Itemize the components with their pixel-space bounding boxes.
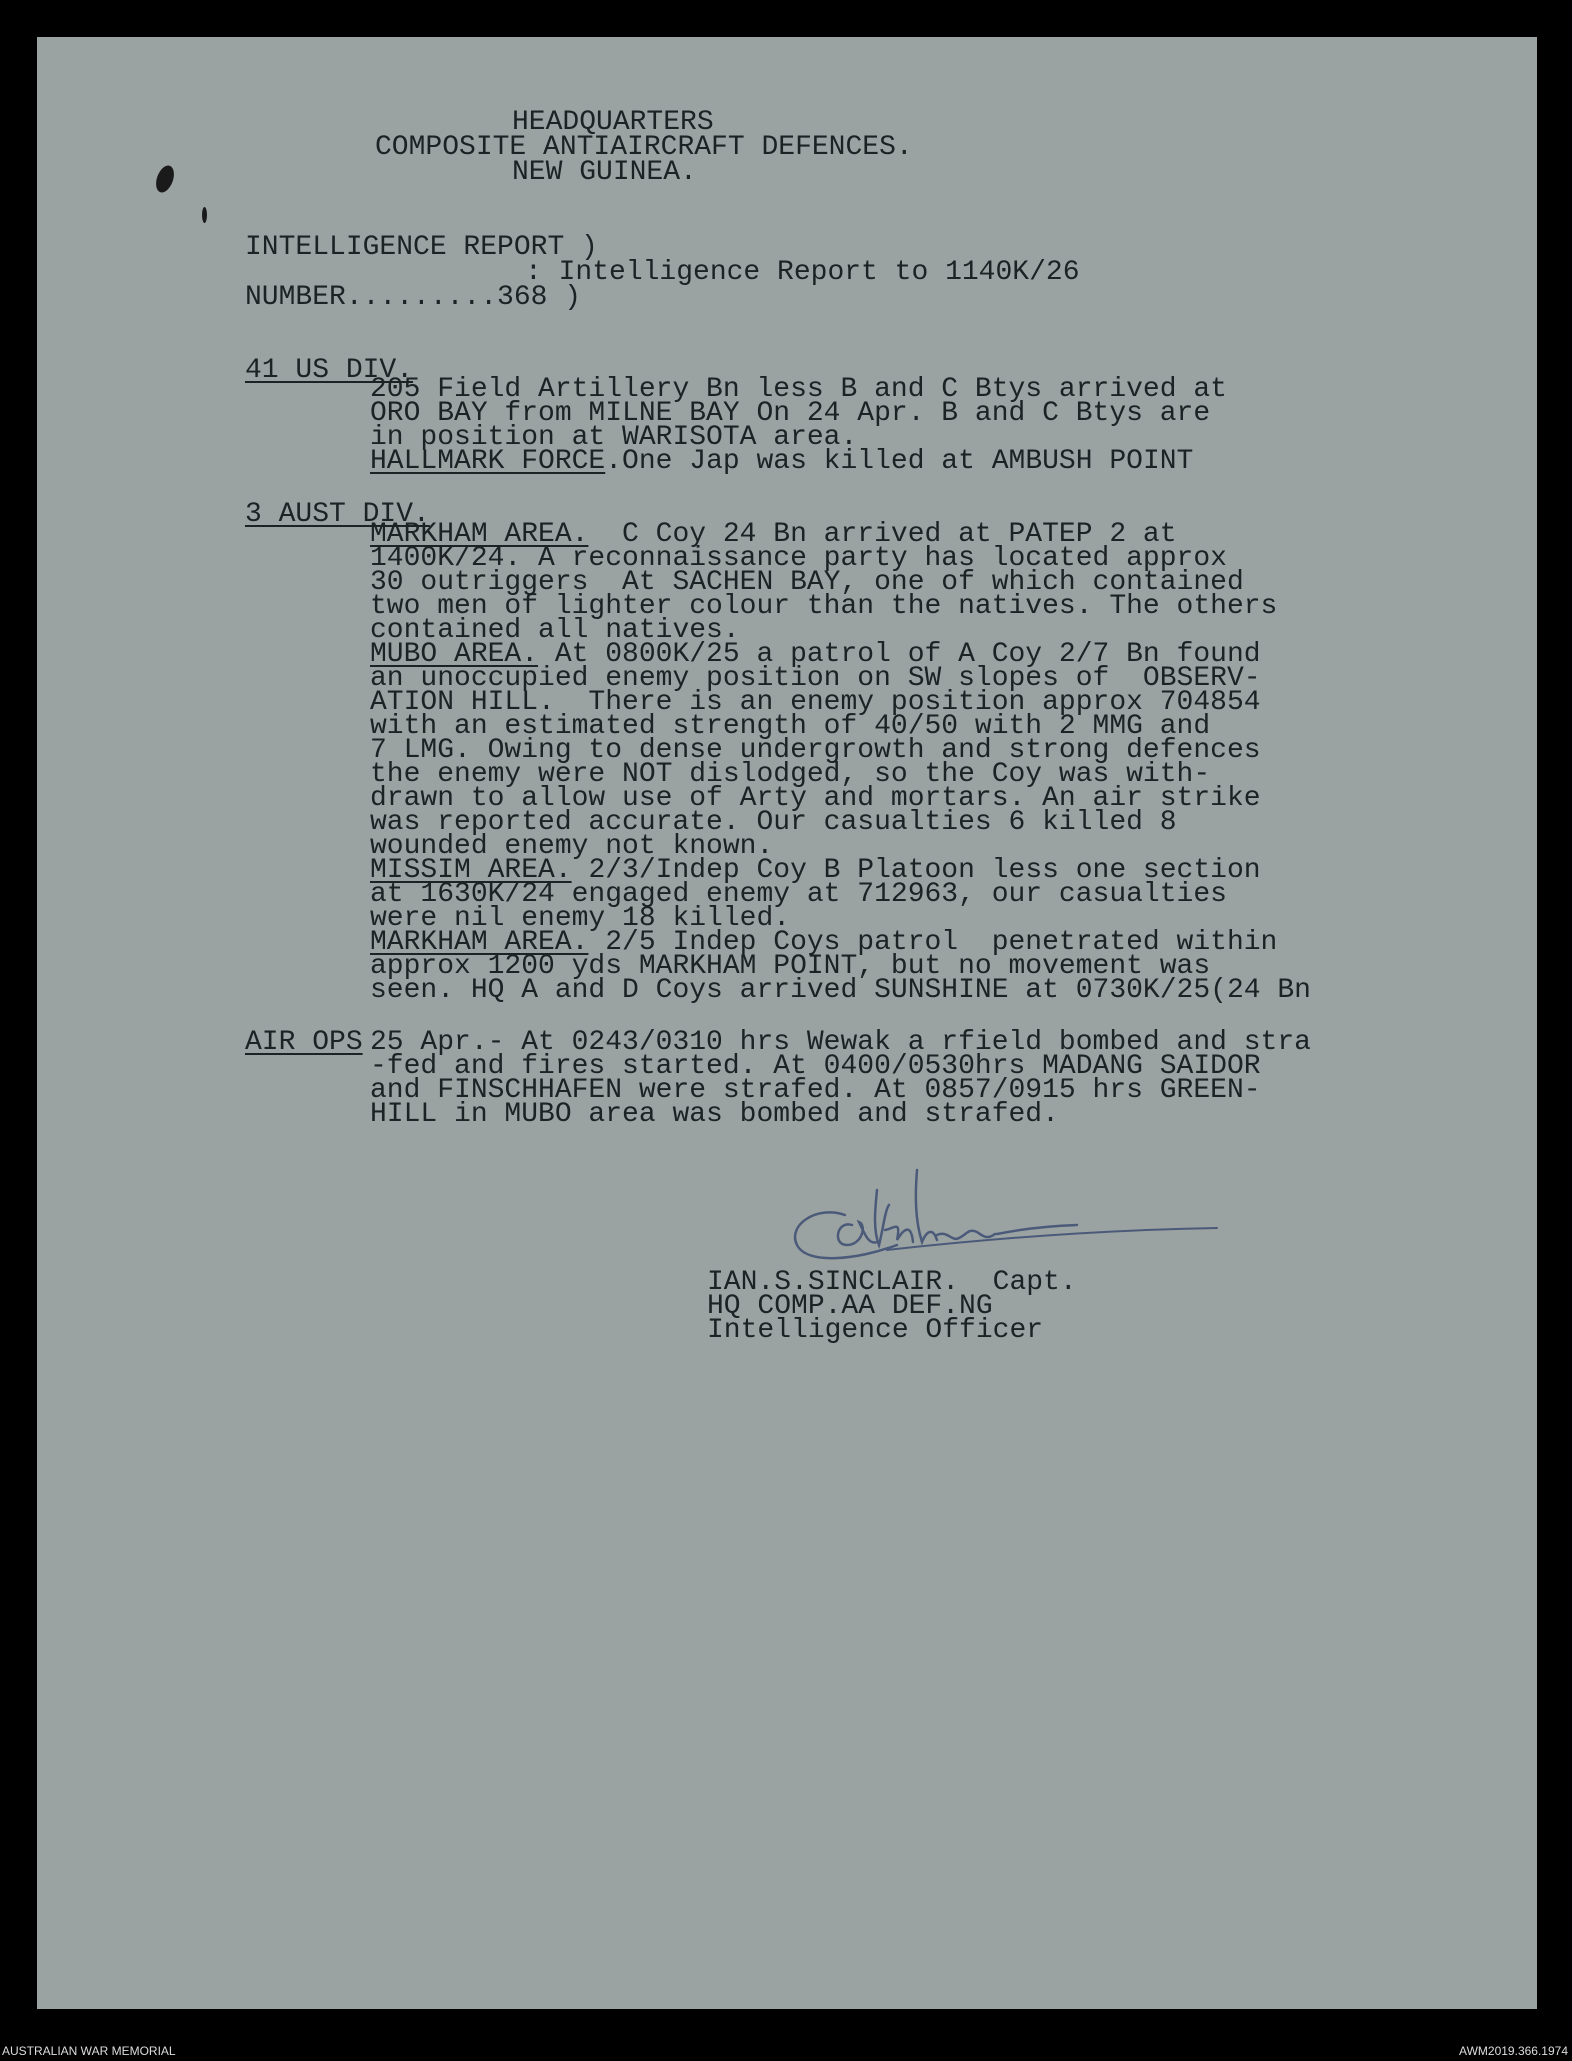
sub-heading: MISSIM AREA. (370, 855, 572, 886)
header-line-3: NEW GUINEA. (512, 157, 697, 188)
sub-heading: MARKHAM AREA. (370, 927, 589, 958)
signatory-unit: HQ COMP.AA DEF.NG (707, 1291, 993, 1322)
body-line: seen. HQ A and D Coys arrived SUNSHINE at 0730K/25(24 Bn (370, 975, 1311, 1006)
section-heading: 3 AUST DIV. (245, 499, 430, 530)
signatory-name: IAN.S.SINCLAIR. Capt. (707, 1267, 1077, 1298)
report-title: : Intelligence Report to 1140K/26 (525, 257, 1080, 288)
body-line: contained all natives. (370, 615, 740, 646)
footer-right: AWM2019.366.1974 (1459, 2044, 1568, 2058)
body-line: were nil enemy 18 killed. (370, 903, 791, 934)
sub-text: .One Jap was killed at AMBUSH POINT (605, 446, 1194, 477)
body-line: approx 1200 yds MARKHAM POINT, but no movement was (370, 951, 1211, 982)
footer-left: AUSTRALIAN WAR MEMORIAL (2, 2044, 176, 2058)
body-line: ORO BAY from MILNE BAY On 24 Apr. B and C Btys are (370, 398, 1211, 429)
body-text: C Coy 24 Bn arrived at PATEP 2 at (588, 519, 1177, 550)
body-line: and FINSCHHAFEN were strafed. At 0857/0915 hrs GREEN- (370, 1075, 1261, 1106)
body-line: drawn to allow use of Arty and mortars. An air strike (370, 783, 1261, 814)
body-line: -fed and fires started. At 0400/0530hrs MADANG SAIDOR (370, 1051, 1261, 1082)
sub-heading: MUBO AREA. (370, 639, 539, 670)
body-text: At 0800K/25 a patrol of A Coy 2/7 Bn found (538, 639, 1261, 670)
header-line-1: HEADQUARTERS (512, 107, 714, 138)
body-line: wounded enemy not known. (370, 831, 774, 862)
body-line: two men of lighter colour than the natives. The others (370, 591, 1278, 622)
body-line: the enemy were NOT dislodged, so the Coy was with- (370, 759, 1211, 790)
report-number: NUMBER.........368 ) (245, 282, 582, 313)
body-line: 7 LMG. Owing to dense undergrowth and strong defences (370, 735, 1261, 766)
section-heading: 41 US DIV. (245, 355, 414, 386)
body-line: 1400K/24. A reconnaissance party has located approx (370, 543, 1227, 574)
body-text: 2/3/Indep Coy B Platoon less one section (571, 855, 1261, 886)
ink-blot (153, 163, 178, 195)
document-sheet (37, 37, 1537, 2009)
body-line: with an estimated strength of 40/50 with 2 MMG and (370, 711, 1211, 742)
body-line (370, 446, 1193, 478)
report-label: INTELLIGENCE REPORT ) (245, 232, 598, 263)
body-line: at 1630K/24 engaged enemy at 712963, our casualties (370, 879, 1227, 910)
body-line: an unoccupied enemy position on SW slopes of OBSERV- (370, 663, 1261, 694)
body-line: HILL in MUBO area was bombed and strafed. (370, 1099, 1059, 1130)
body-line: in position at WARISOTA area. (370, 422, 858, 453)
body-line: 30 outriggers At SACHEN BAY, one of which contained (370, 567, 1244, 598)
body-line: 25 Apr.- At 0243/0310 hrs Wewak a rfield bombed and stra (370, 1027, 1311, 1058)
body-line: was reported accurate. Our casualties 6 killed 8 (370, 807, 1177, 838)
ink-blot (202, 207, 207, 223)
signatory-role: Intelligence Officer (707, 1315, 1044, 1346)
section-heading: AIR OPS (245, 1027, 363, 1058)
body-text: 2/5 Indep Coys patrol penetrated within (588, 927, 1278, 958)
sub-heading: MARKHAM AREA. (370, 519, 589, 550)
header-line-2: COMPOSITE ANTIAIRCRAFT DEFENCES. (375, 132, 913, 163)
sub-heading: HALLMARK FORCE (370, 446, 606, 477)
body-line: 205 Field Artillery Bn less B and C Btys arrived at (370, 374, 1227, 405)
body-line: ATION HILL. There is an enemy position approx 704854 (370, 687, 1261, 718)
